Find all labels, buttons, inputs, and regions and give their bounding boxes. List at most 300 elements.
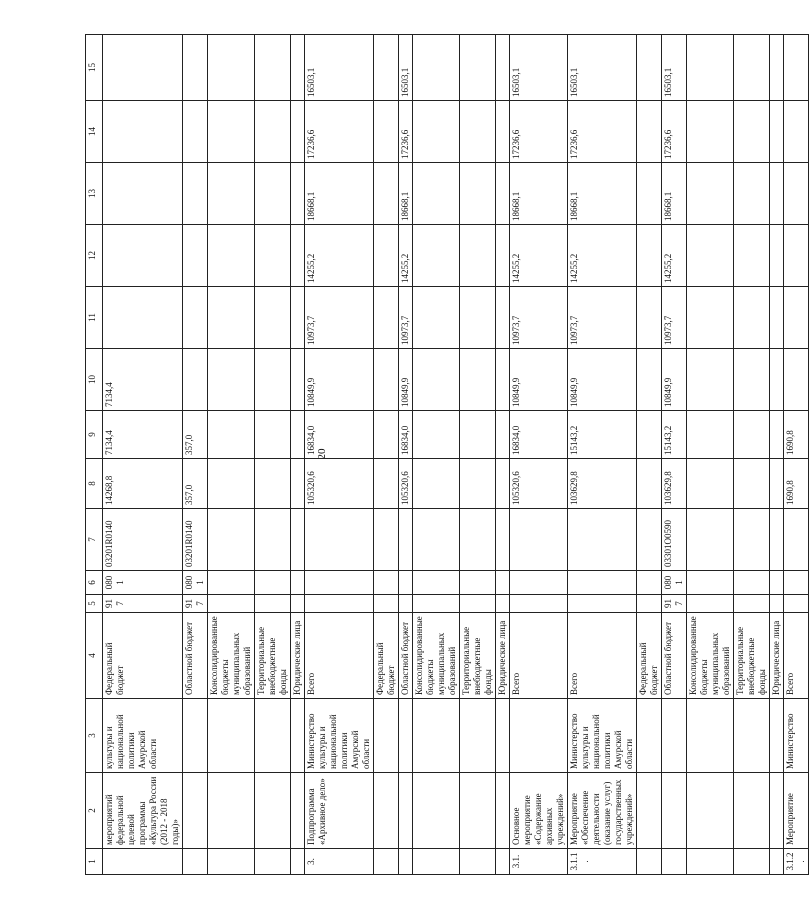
table-cell [496, 509, 510, 571]
table-cell [496, 287, 510, 349]
table-cell [770, 571, 784, 595]
table-cell: 10973,7 [662, 287, 687, 349]
table-row [510, 35, 568, 875]
table-cell [460, 571, 496, 595]
table-cell [770, 287, 784, 349]
table-cell: 7134,4 [103, 349, 183, 411]
table-cell [770, 411, 784, 459]
table-cell [496, 411, 510, 459]
table-cell [374, 595, 399, 613]
table-cell [784, 163, 809, 225]
table-cell: Всего [784, 613, 809, 699]
table-cell [637, 411, 662, 459]
table-cell [103, 35, 183, 101]
table-cell [637, 571, 662, 595]
column-number: 3 [86, 699, 103, 773]
table-cell: 10973,7 [568, 287, 637, 349]
table-cell [374, 459, 399, 509]
table-cell [637, 773, 662, 849]
table-cell [460, 509, 496, 571]
table-row [662, 35, 687, 875]
table-cell [687, 509, 734, 571]
table-cell [637, 459, 662, 509]
table-cell [255, 773, 291, 849]
table-cell [399, 571, 413, 595]
table-cell: 16503,1 [305, 35, 374, 101]
table-cell [662, 773, 687, 849]
table-cell [413, 35, 460, 101]
table-cell [496, 571, 510, 595]
table-cell: культуры и национальной политики Амурской области [103, 699, 183, 773]
table-cell [734, 101, 770, 163]
table-cell [687, 349, 734, 411]
table-cell: 03201R0140 [103, 509, 183, 571]
table-cell: Областной бюджет [662, 613, 687, 699]
table-cell: 03201R0140 [183, 509, 208, 571]
table-cell [291, 349, 305, 411]
table-cell [208, 163, 255, 225]
table-cell [374, 849, 399, 875]
table-cell: 10849,9 [305, 349, 374, 411]
table-cell [413, 595, 460, 613]
page-number: 20 [316, 448, 328, 460]
table-cell [637, 225, 662, 287]
table-cell: 16834,0 [305, 411, 374, 459]
table-cell [399, 595, 413, 613]
table-cell: Подпрограмма «Архивное дело» [305, 773, 374, 849]
table-cell [103, 101, 183, 163]
table-cell [770, 509, 784, 571]
table-cell: 3.1.1. [568, 849, 637, 875]
table-cell [496, 773, 510, 849]
table-cell: 7134,4 [103, 411, 183, 459]
table-cell [637, 349, 662, 411]
table-cell [183, 773, 208, 849]
table-cell: 14255,2 [399, 225, 413, 287]
column-number: 7 [86, 509, 103, 571]
table-row [255, 35, 291, 875]
table-cell: мероприятий федеральной целевой программы «Культура России (2012 - 2018 годы)» [103, 773, 183, 849]
table-row [568, 35, 637, 875]
table-cell [637, 101, 662, 163]
table-cell [413, 225, 460, 287]
table-cell [291, 571, 305, 595]
table-cell: Министерство культуры и национальной политики Амурской области [568, 699, 637, 773]
table-cell [734, 225, 770, 287]
table-cell [208, 35, 255, 101]
table-cell [103, 849, 183, 875]
table-cell: 16503,1 [662, 35, 687, 101]
table-row [784, 35, 809, 875]
table-cell: Областной бюджет [183, 613, 208, 699]
table-cell [734, 849, 770, 875]
table-cell [770, 101, 784, 163]
table-cell [208, 411, 255, 459]
table-cell: Всего [510, 613, 568, 699]
table-cell: 10973,7 [305, 287, 374, 349]
table-cell [305, 571, 374, 595]
table-cell [255, 699, 291, 773]
table-cell [687, 35, 734, 101]
table-cell: 18668,1 [568, 163, 637, 225]
table-row [399, 35, 413, 875]
table-cell: 15143,2 [568, 411, 637, 459]
table-cell: Областной бюджет [399, 613, 413, 699]
column-number: 10 [86, 349, 103, 411]
table-cell [413, 849, 460, 875]
table-cell [734, 35, 770, 101]
table-cell [291, 287, 305, 349]
table-cell [784, 101, 809, 163]
table-cell [413, 699, 460, 773]
table-cell [255, 101, 291, 163]
table-cell [687, 225, 734, 287]
table-cell [291, 35, 305, 101]
table-cell [637, 509, 662, 571]
table-cell [770, 349, 784, 411]
table-cell: Министерство [784, 699, 809, 773]
table-cell: 105320,6 [305, 459, 374, 509]
table-cell [413, 459, 460, 509]
table-cell [770, 35, 784, 101]
table-cell [496, 35, 510, 101]
table-cell [460, 163, 496, 225]
table-cell: Основное мероприятие «Содержание архивных учреждений» [510, 773, 568, 849]
table-cell: 14255,2 [305, 225, 374, 287]
table-cell: Федеральный бюджет [374, 613, 399, 699]
table-cell [687, 849, 734, 875]
column-number: 5 [86, 595, 103, 613]
table-cell: 0801 [183, 571, 208, 595]
table-cell [413, 411, 460, 459]
budget-table [85, 34, 809, 875]
table-cell [770, 773, 784, 849]
table-cell [770, 595, 784, 613]
table-cell [460, 101, 496, 163]
table-cell [496, 163, 510, 225]
table-cell [208, 459, 255, 509]
table-cell: 3.1. [510, 849, 568, 875]
header-row [86, 35, 103, 875]
table-cell: Юридические лица [291, 613, 305, 699]
table-cell [784, 35, 809, 101]
table-row [183, 35, 208, 875]
table-cell [291, 849, 305, 875]
table-cell [460, 287, 496, 349]
table-cell [496, 595, 510, 613]
table-cell [374, 163, 399, 225]
table-cell: 10973,7 [399, 287, 413, 349]
table-cell [413, 773, 460, 849]
table-cell [374, 773, 399, 849]
column-number: 13 [86, 163, 103, 225]
table-cell: 917 [662, 595, 687, 613]
table-cell [734, 571, 770, 595]
table-cell: 03301O0590 [662, 509, 687, 571]
table-cell [208, 287, 255, 349]
table-cell: 17236,6 [510, 101, 568, 163]
table-cell [496, 699, 510, 773]
table-cell [460, 349, 496, 411]
table-cell [183, 849, 208, 875]
table-cell [305, 595, 374, 613]
table-row [496, 35, 510, 875]
table-cell [208, 349, 255, 411]
table-cell: Федеральный бюджет [103, 613, 183, 699]
table-cell [460, 773, 496, 849]
table-cell [770, 225, 784, 287]
table-cell [496, 225, 510, 287]
table-cell: Консолидированные бюджеты муниципальных образований [413, 613, 460, 699]
table-cell [305, 509, 374, 571]
table-cell [734, 699, 770, 773]
table-cell: 3. [305, 849, 374, 875]
table-cell [399, 699, 413, 773]
table-cell [291, 509, 305, 571]
table-cell [637, 595, 662, 613]
table-cell: 16834,0 [510, 411, 568, 459]
table-cell: 1690,8 [784, 459, 809, 509]
table-cell [784, 349, 809, 411]
table-cell [460, 35, 496, 101]
table-row [460, 35, 496, 875]
budget-table-wrapper [85, 35, 806, 875]
table-cell [784, 287, 809, 349]
table-cell: Территориальные внебюджетные фонды [460, 613, 496, 699]
table-cell: 15143,2 [662, 411, 687, 459]
table-cell: Всего [568, 613, 637, 699]
column-number: 15 [86, 35, 103, 101]
table-cell [510, 509, 568, 571]
table-cell [568, 571, 637, 595]
table-cell [568, 509, 637, 571]
table-cell [734, 595, 770, 613]
table-cell [460, 459, 496, 509]
table-row [305, 35, 374, 875]
table-cell [291, 411, 305, 459]
table-cell [460, 849, 496, 875]
table-row [208, 35, 255, 875]
table-cell [770, 849, 784, 875]
table-cell: 0801 [662, 571, 687, 595]
table-cell: 103629,8 [568, 459, 637, 509]
table-cell [734, 773, 770, 849]
table-cell [183, 349, 208, 411]
table-cell [687, 287, 734, 349]
column-number: 1 [86, 849, 103, 875]
table-cell: Юридические лица [496, 613, 510, 699]
table-cell: 14255,2 [510, 225, 568, 287]
table-cell [687, 699, 734, 773]
table-cell: 18668,1 [399, 163, 413, 225]
table-cell: 105320,6 [399, 459, 413, 509]
table-cell: 0801 [103, 571, 183, 595]
table-cell [687, 459, 734, 509]
table-cell [183, 225, 208, 287]
table-cell [255, 411, 291, 459]
table-cell [784, 225, 809, 287]
table-cell [413, 163, 460, 225]
table-cell [103, 163, 183, 225]
table-cell [460, 699, 496, 773]
table-cell [510, 595, 568, 613]
table-cell [413, 349, 460, 411]
table-cell [255, 509, 291, 571]
column-number: 2 [86, 773, 103, 849]
table-cell [255, 35, 291, 101]
table-row [734, 35, 770, 875]
table-cell: Консолидированные бюджеты муниципальных образований [687, 613, 734, 699]
table-cell [687, 773, 734, 849]
table-cell [374, 287, 399, 349]
table-cell [374, 35, 399, 101]
table-cell [399, 773, 413, 849]
table-cell: 17236,6 [662, 101, 687, 163]
table-cell [374, 509, 399, 571]
table-cell [399, 849, 413, 875]
table-cell [374, 571, 399, 595]
table-cell [183, 699, 208, 773]
column-number: 11 [86, 287, 103, 349]
table-cell: 16503,1 [399, 35, 413, 101]
table-cell [208, 571, 255, 595]
table-cell [687, 411, 734, 459]
table-cell [183, 101, 208, 163]
table-cell [770, 459, 784, 509]
table-cell [291, 699, 305, 773]
table-cell: 3.1.2. [784, 849, 809, 875]
table-cell [510, 699, 568, 773]
table-cell: Мероприятие «Обеспечение деятельности (оказание услуг) государственных учреждений» [568, 773, 637, 849]
table-cell [103, 287, 183, 349]
table-cell [496, 849, 510, 875]
table-row [413, 35, 460, 875]
table-cell [103, 225, 183, 287]
table-cell: 917 [183, 595, 208, 613]
table-cell [770, 699, 784, 773]
table-cell [413, 509, 460, 571]
table-cell [374, 101, 399, 163]
table-cell [255, 225, 291, 287]
table-cell: 10849,9 [568, 349, 637, 411]
table-cell [374, 699, 399, 773]
column-number: 12 [86, 225, 103, 287]
table-cell [687, 101, 734, 163]
table-cell: Министерство культуры и национальной политики Амурской области [305, 699, 374, 773]
table-cell [784, 509, 809, 571]
table-cell: 18668,1 [305, 163, 374, 225]
table-cell [291, 225, 305, 287]
table-cell [291, 595, 305, 613]
table-cell [637, 699, 662, 773]
table-cell [291, 101, 305, 163]
table-cell: 14268,8 [103, 459, 183, 509]
table-cell [637, 849, 662, 875]
table-cell [291, 163, 305, 225]
table-row [103, 35, 183, 875]
table-cell [413, 571, 460, 595]
table-cell [208, 225, 255, 287]
table-cell: Всего [305, 613, 374, 699]
column-number: 14 [86, 101, 103, 163]
table-cell: 357,0 [183, 411, 208, 459]
table-cell [399, 509, 413, 571]
table-cell [413, 101, 460, 163]
table-cell [255, 849, 291, 875]
table-cell: 16834,0 [399, 411, 413, 459]
table-row [374, 35, 399, 875]
table-cell [734, 349, 770, 411]
table-body [86, 35, 809, 875]
table-cell: Юридические лица [770, 613, 784, 699]
table-cell: 105320,6 [510, 459, 568, 509]
table-cell [374, 411, 399, 459]
table-cell [637, 163, 662, 225]
table-cell: 17236,6 [399, 101, 413, 163]
table-cell: 17236,6 [568, 101, 637, 163]
table-cell [374, 349, 399, 411]
table-cell [255, 163, 291, 225]
column-number: 6 [86, 571, 103, 595]
table-cell [255, 595, 291, 613]
table-cell [770, 163, 784, 225]
table-cell [734, 287, 770, 349]
table-cell [183, 35, 208, 101]
table-cell: 917 [103, 595, 183, 613]
table-cell [183, 287, 208, 349]
table-cell [662, 699, 687, 773]
table-cell [183, 163, 208, 225]
table-cell [496, 349, 510, 411]
table-cell [460, 225, 496, 287]
table-cell [208, 101, 255, 163]
table-cell [687, 571, 734, 595]
table-cell: Консолидированные бюджеты муниципальных образований [208, 613, 255, 699]
table-cell [208, 699, 255, 773]
table-cell [255, 459, 291, 509]
table-cell [637, 287, 662, 349]
table-cell: 103629,8 [662, 459, 687, 509]
column-number: 8 [86, 459, 103, 509]
table-cell [496, 101, 510, 163]
table-cell [255, 349, 291, 411]
table-cell: Территориальные внебюджетные фонды [734, 613, 770, 699]
table-row [687, 35, 734, 875]
table-cell: 10973,7 [510, 287, 568, 349]
table-cell: 18668,1 [510, 163, 568, 225]
table-cell: 16503,1 [568, 35, 637, 101]
table-cell [687, 595, 734, 613]
table-cell: Мероприятие [784, 773, 809, 849]
table-cell: 357,0 [183, 459, 208, 509]
table-cell [687, 163, 734, 225]
table-cell [208, 849, 255, 875]
table-cell [208, 773, 255, 849]
table-cell: Федеральный бюджет [637, 613, 662, 699]
table-cell [208, 595, 255, 613]
table-cell [255, 571, 291, 595]
table-cell [510, 571, 568, 595]
table-cell: 10849,9 [662, 349, 687, 411]
table-cell [460, 411, 496, 459]
table-cell: Территориальные внебюджетные фонды [255, 613, 291, 699]
table-cell [734, 163, 770, 225]
table-cell [291, 773, 305, 849]
table-cell: 10849,9 [399, 349, 413, 411]
column-number: 9 [86, 411, 103, 459]
table-cell: 1690,8 [784, 411, 809, 459]
table-cell [662, 849, 687, 875]
